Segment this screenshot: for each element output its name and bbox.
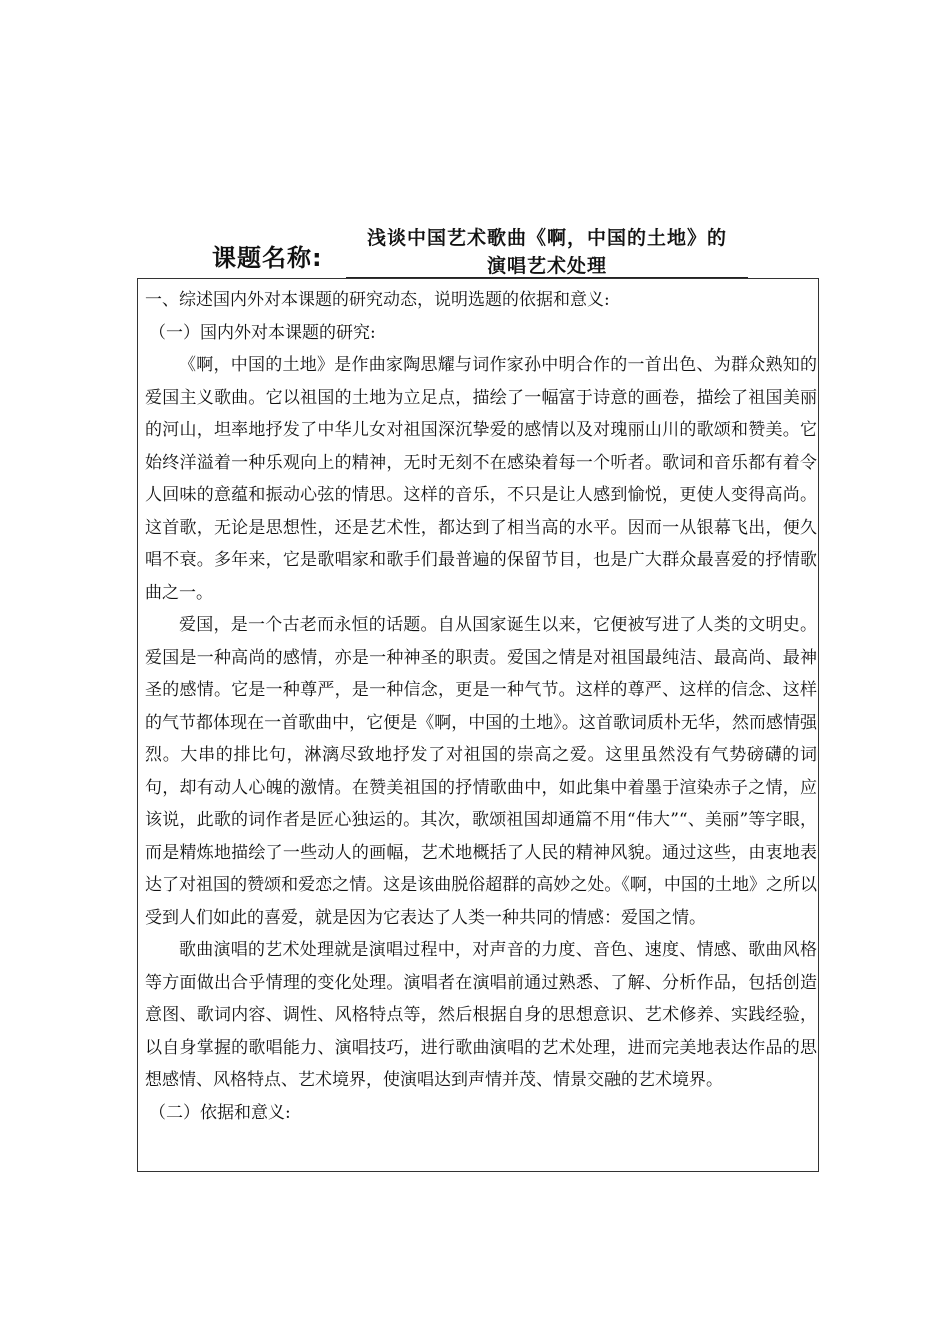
title-row — [0, 224, 950, 280]
topic-label: 课题名称: — [212, 244, 323, 272]
subsection-heading-research: （一）国内外对本课题的研究: — [149, 322, 376, 343]
section-heading: 一、综述国内外对本课题的研究动态，说明选题的依据和意义: — [145, 290, 610, 310]
paragraph-patriotism: 爱国，是一个古老而永恒的话题。自从国家诞生以来，它便被写进了人类的文明史。爱国是一种高尚的感情，亦是一种神圣的职责。爱国之情是对祖国最纯洁、最高尚、最神圣的感情。它是一种尊严，是一种信念，更是一种气节。这样的尊严、这样的信念、这样的气节都体现在一首歌曲中，它便是《啊，中国的土地》。这首歌词质朴无华，然而感情强烈。大串的排比句，淋漓尽致地抒发了对祖国的崇高之爱。这里虽然没有气势磅礴的词句，却有动人心魄的激情。在赞美祖国的抒情歌曲中，如此集中着墨于渲染赤子之情，应该说，此歌的词作者是匠心独运的。其次，歌颂祖国却通篇不用“伟大”“、美丽”等字眼，而是精炼地描绘了一些动人的画幅，艺术地概括了人民的精神风貌。通过这些，由衷地表达了对祖国的赞颂和爱恋之情。这是该曲脱俗超群的高妙之处。《啊，中国的土地》之所以受到人们如此的喜爱，就是因为它表达了人类一种共同的情感：爱国之情。 — [145, 615, 817, 928]
topic-title-line2: 演唱艺术处理 — [486, 255, 607, 277]
content-box — [137, 278, 819, 1172]
topic-title — [346, 224, 748, 280]
content-body — [145, 284, 817, 1129]
paragraph-artistic-treatment: 歌曲演唱的艺术处理就是演唱过程中，对声音的力度、音色、速度、情感、歌曲风格等方面做出合乎情理的变化处理。演唱者在演唱前通过熟悉、了解、分析作品，包括创造意图、歌词内容、调性、风格特点等，然后根据自身的思想意识、艺术修养、实践经验，以自身掌握的歌唱能力、演唱技巧，进行歌曲演唱的艺术处理，进而完美地表达作品的思想感情、风格特点、艺术境界，使演唱达到声情并茂、情景交融的艺术境界。 — [145, 940, 817, 1090]
paragraph-intro: 《啊，中国的土地》是作曲家陶思耀与词作家孙中明合作的一首出色、为群众熟知的爱国主义歌曲。它以祖国的土地为立足点，描绘了一幅富于诗意的画卷，描绘了祖国美丽的河山，坦率地抒发了中华儿女对祖国深沉挚爱的感情以及对瑰丽山川的歌颂和赞美。它始终洋溢着一种乐观向上的精神，无时无刻不在感染着每一个听者。歌词和音乐都有着令人回味的意蕴和振动心弦的情思。这样的音乐，不只是让人感到愉悦，更使人变得高尚。这首歌，无论是思想性，还是艺术性，都达到了相当高的水平。因而一从银幕飞出，便久唱不衰。多年来，它是歌唱家和歌手们最普遍的保留节目，也是广大群众最喜爱的抒情歌曲之一。 — [145, 355, 817, 603]
topic-title-line1: 浅谈中国艺术歌曲《啊，中国的土地》的 — [366, 227, 727, 249]
subsection-heading-basis: （二）依据和意义: — [149, 1102, 291, 1123]
